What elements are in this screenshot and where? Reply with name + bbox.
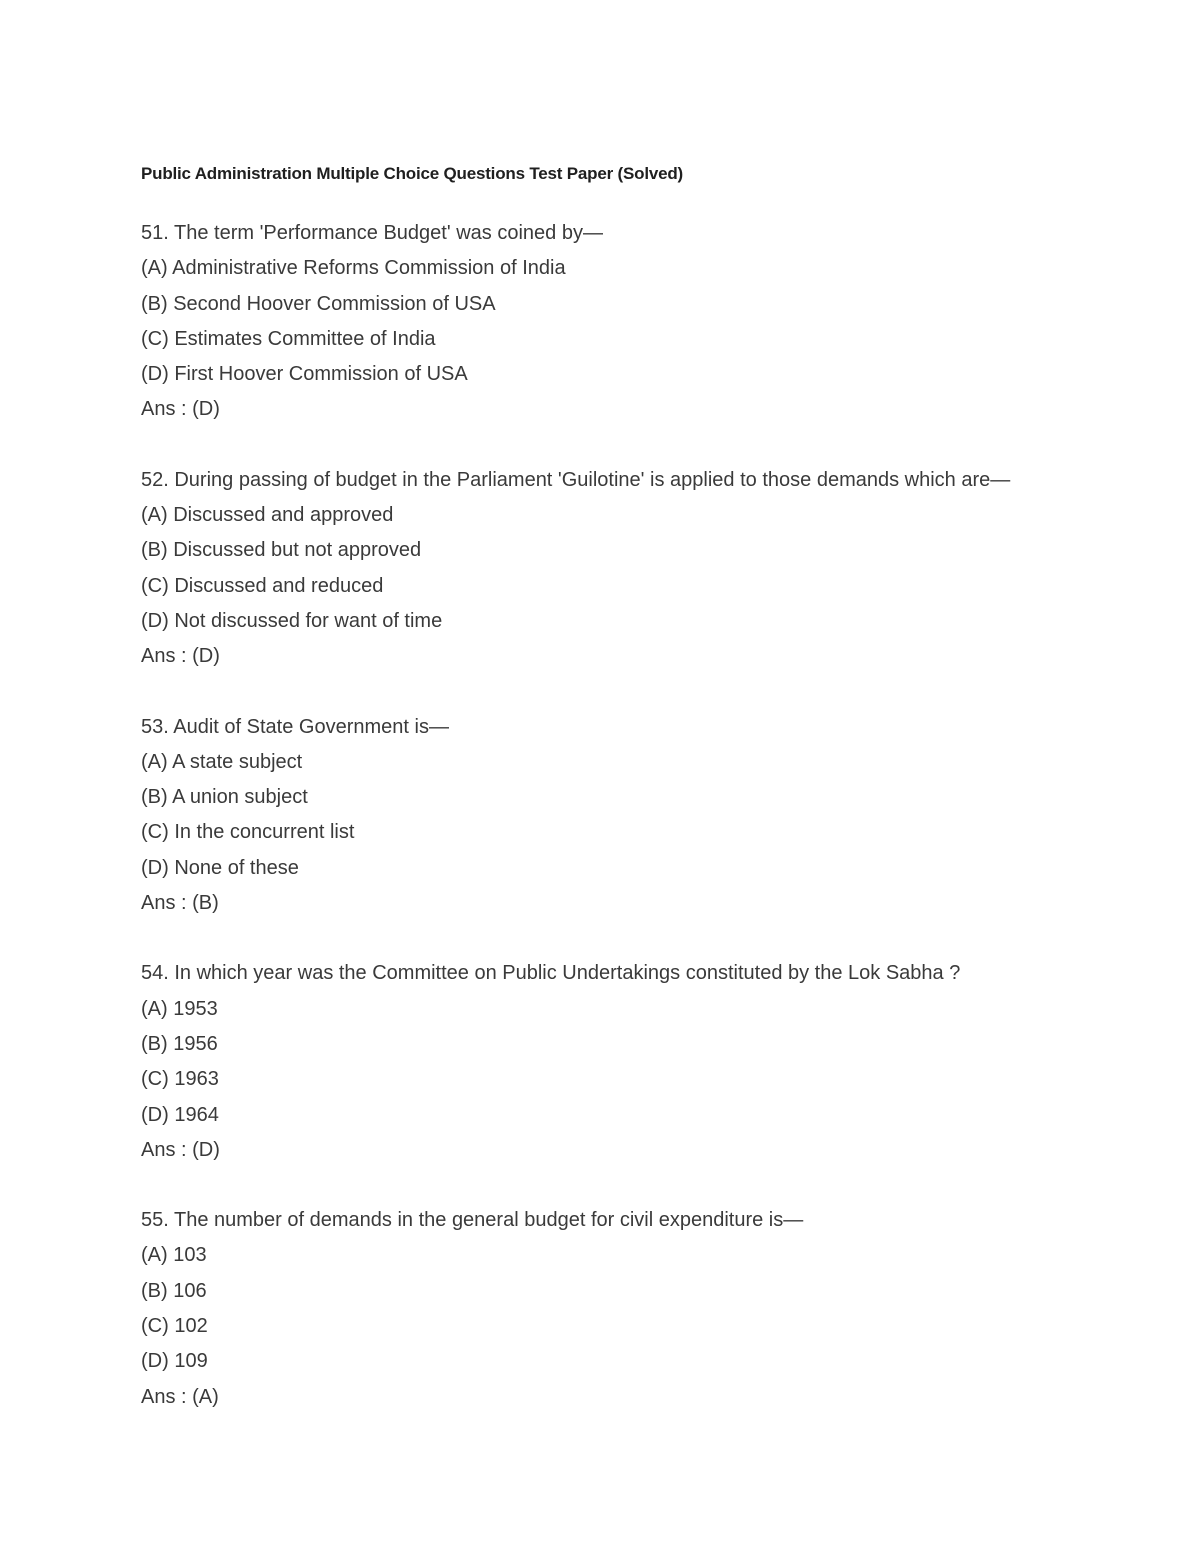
question-55 [141,1203,1141,1415]
question-53 [141,710,1141,922]
option-b: (B) Second Hoover Commission of USA [141,292,496,315]
option-b: (B) 106 [141,1279,207,1302]
option-b: (B) 1956 [141,1032,218,1055]
option-a: (A) 103 [141,1244,207,1267]
question-52 [141,463,1141,675]
question-54 [141,956,1141,1168]
option-c: (C) In the concurrent list [141,821,355,844]
option-a: (A) 1953 [141,997,218,1020]
option-c: (C) 1963 [141,1068,219,1091]
option-b: (B) Discussed but not approved [141,539,422,562]
question-text: 55. The number of demands in the general budget for civil expenditure is— [141,1209,804,1232]
option-a: (A) A state subject [141,750,303,773]
option-a: (A) Discussed and approved [141,504,394,527]
option-d: (D) Not discussed for want of time [141,609,443,632]
option-c: (C) Estimates Committee of India [141,327,436,350]
option-d: (D) 109 [141,1350,208,1373]
option-a: (A) Administrative Reforms Commission of India [141,257,566,280]
option-d: (D) 1964 [141,1103,219,1126]
answer: Ans : (D) [141,1138,220,1161]
answer: Ans : (B) [141,892,219,915]
question-text: 54. In which year was the Committee on Public Undertakings constituted by the Lok Sabha ? [141,962,961,985]
question-text: 53. Audit of State Government is— [141,715,449,738]
answer: Ans : (D) [141,398,220,421]
option-d: (D) None of these [141,856,299,879]
option-c: (C) Discussed and reduced [141,574,384,597]
option-b: (B) A union subject [141,786,308,809]
document-page [141,158,1141,1450]
document-title: Public Administration Multiple Choice Questions Test Paper (Solved) [141,164,684,183]
question-text: 52. During passing of budget in the Parliament 'Guilotine' is applied to those demands which are— [141,468,1011,491]
answer: Ans : (A) [141,1385,219,1408]
option-c: (C) 102 [141,1315,208,1338]
option-d: (D) First Hoover Commission of USA [141,363,468,386]
question-text: 51. The term 'Performance Budget' was coined by— [141,222,603,244]
question-51 [141,216,1141,428]
answer: Ans : (D) [141,645,220,668]
